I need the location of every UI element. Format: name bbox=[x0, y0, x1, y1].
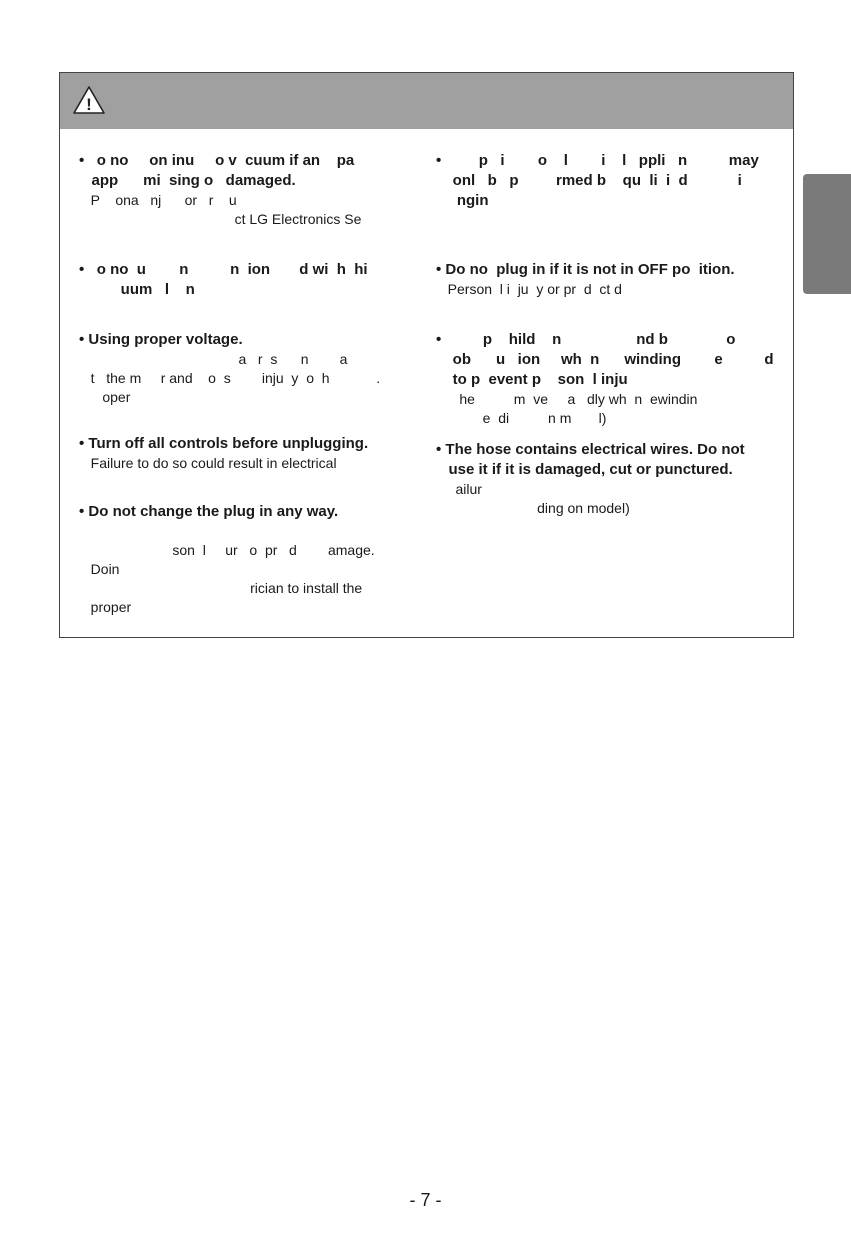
left-item-2-title: • o no u n n ion d wi h hi uum l n bbox=[79, 261, 368, 298]
right-item-4 bbox=[436, 440, 745, 518]
right-item-1 bbox=[436, 151, 759, 211]
left-item-4-body: Failure to do so could result in electrical bbox=[79, 455, 337, 471]
left-item-3-body: a r s n a t the m r and o s inju y o h . oper bbox=[90, 351, 381, 405]
warning-header bbox=[60, 73, 793, 129]
right-item-3-body: he m ve a dly wh n ewindin e di n m l) bbox=[459, 391, 698, 426]
right-item-4-body: ailur ding on model) bbox=[455, 481, 630, 516]
left-item-3-title: • Using proper voltage. bbox=[79, 331, 243, 348]
right-item-2-body: Person l i ju y or pr d ct d bbox=[436, 281, 622, 297]
left-item-1-title: • o no on inu o v cuum if an pa app mi sing o damaged. bbox=[79, 152, 355, 189]
right-item-3-title: • p hild n nd b o ob u ion wh n winding e d to p event p son l inju bbox=[436, 331, 774, 388]
right-item-4-title: • The hose contains electrical wires. Do not use it if it is damaged, cut or punctured. bbox=[436, 441, 745, 478]
right-item-1-title: • p i o l i l ppli n may onl b p rmed b qu li i d i ngin bbox=[436, 152, 759, 209]
right-item-3 bbox=[436, 330, 774, 428]
left-item-1-body: P ona nj or r u ct LG Electronics Se bbox=[90, 192, 362, 227]
right-item-2-title: • Do no plug in if it is not in OFF po ition. bbox=[436, 261, 735, 278]
left-item-2 bbox=[79, 260, 368, 300]
exclamation-mark: ! bbox=[86, 95, 92, 114]
left-item-5-body: son l ur o pr d amage. Doin rician to install the proper bbox=[90, 542, 375, 615]
right-item-2 bbox=[436, 260, 735, 299]
left-item-5-title: • Do not change the plug in any way. bbox=[79, 503, 339, 520]
left-item-4 bbox=[79, 434, 368, 473]
warning-triangle-icon bbox=[72, 85, 106, 115]
warning-box bbox=[59, 72, 794, 638]
page-number: - 7 - bbox=[409, 1190, 442, 1210]
left-item-1 bbox=[79, 151, 361, 229]
left-item-5 bbox=[79, 502, 375, 617]
left-item-4-title: • Turn off all controls before unplugging. bbox=[79, 435, 369, 452]
left-item-3 bbox=[79, 330, 380, 407]
section-side-tab bbox=[803, 174, 851, 294]
